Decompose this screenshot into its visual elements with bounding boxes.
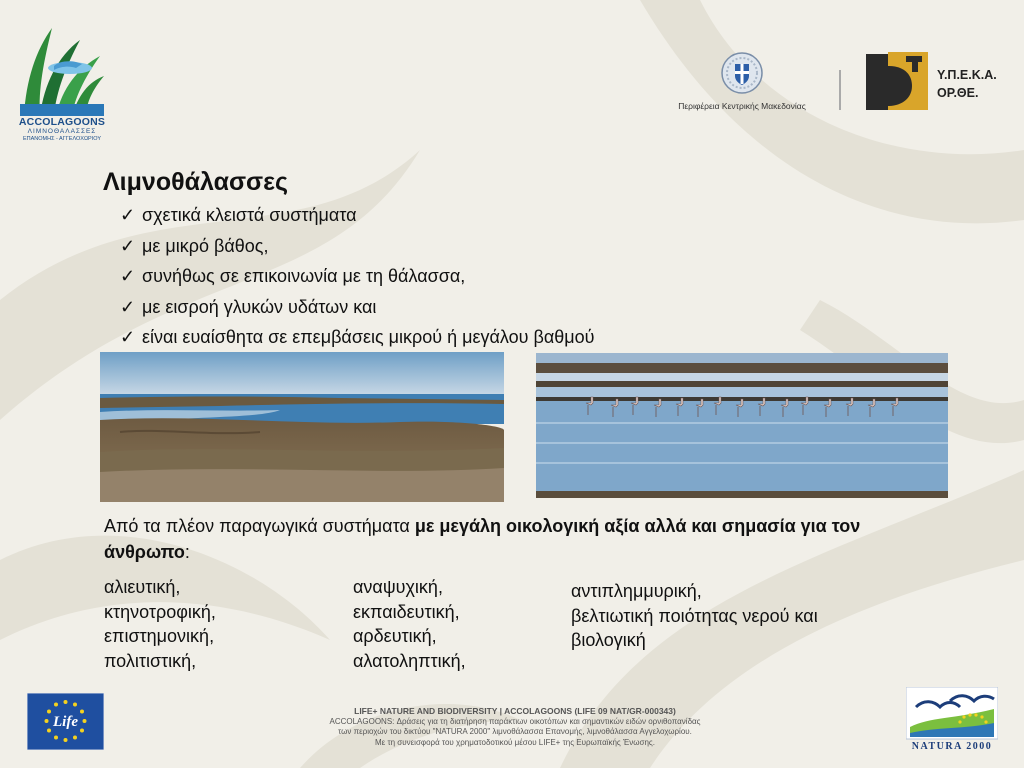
- list-item: αντιπλημμυρική,: [571, 581, 702, 601]
- check-icon: ✓: [120, 235, 136, 256]
- region-name: Περιφέρεια Κεντρικής Μακεδονίας: [678, 101, 806, 111]
- logo-subtitle: ΛΙΜΝΟΘΑΛΑΣΣΕΣ: [27, 128, 97, 135]
- check-icon: ✓: [120, 327, 136, 347]
- list-item: [120, 202, 595, 233]
- list-item: [120, 263, 595, 294]
- check-icon: ✓: [120, 205, 136, 225]
- list-item-text: με εισροή γλυκών υδάτων και: [142, 296, 377, 317]
- values-column-2: [353, 575, 466, 673]
- footer-text: [255, 706, 775, 748]
- values-column-3: [571, 579, 818, 653]
- summary-normal-text: Από τα πλέον παραγωγικά συστήματα: [104, 516, 415, 536]
- accolagoons-brand: ACCOLAGOONS: [18, 116, 106, 128]
- footer-line-2: ACCOLAGOONS: Δράσεις για τη διατήρηση παράκτιων οικοτόπων και σημαντικών ειδών ορνιθοπανίδας: [329, 716, 701, 726]
- eu-life-logo-text: Life: [53, 714, 78, 730]
- check-icon: ✓: [120, 296, 136, 317]
- list-item: αλιευτική,: [104, 577, 181, 597]
- ministry-line-1: Υ.Π.Ε.Κ.Α.: [937, 68, 997, 82]
- eu-life-logo-icon: [27, 693, 104, 750]
- list-item-text: με μικρό βάθος,: [142, 235, 269, 256]
- greek-emblem-icon: [721, 52, 763, 94]
- list-item: αλατοληπτική,: [353, 650, 466, 671]
- list-item-text: σχετικά κλειστά συστήματα: [142, 205, 357, 225]
- summary-bold-text: με μεγάλη οικολογική αξία αλλά και σημασία για τον άνθρωπο: [104, 516, 861, 562]
- list-item: επιστημονική,: [104, 626, 215, 646]
- slide-title: Λιμνοθάλασσες: [103, 168, 289, 196]
- list-item: βελτιωτική ποιότητας νερού και: [571, 605, 818, 626]
- list-item-text: είναι ευαίσθητα σε επεμβάσεις μικρού ή μεγάλου βαθμού: [142, 327, 595, 347]
- logo-subtitle-2: ΕΠΑΝΟΜΗΣ - ΑΓΓΕΛΟΧΩΡΙΟΥ: [22, 136, 102, 142]
- footer-line-4: Με τη συνεισφορά του χρηματοδοτικού μέσου LIFE+ της Ευρωπαϊκής Ένωσης.: [375, 737, 655, 747]
- ypeka-logo-icon: [866, 52, 928, 110]
- ministry-line-2: ΟΡ.ΘΕ.: [937, 86, 979, 100]
- check-icon: ✓: [120, 266, 136, 286]
- list-item: [120, 294, 595, 325]
- flamingo-photo: [536, 353, 948, 498]
- footer-line-3: των περιοχών του δικτύου "NATURA 2000" λιμνοθάλασσα Επανομής, λιμνοθάλασσα Αγγελοχωρίου.: [338, 727, 692, 736]
- feature-list: [120, 202, 595, 355]
- footer-line-1: LIFE+ NATURE AND BIODIVERSITY | ACCOLAGOONS (LIFE 09 NAT/GR-000343): [354, 706, 676, 716]
- list-item: κτηνοτροφική,: [104, 601, 216, 622]
- natura-2000-label: NATURA 2000: [911, 741, 993, 752]
- list-item: βιολογική: [571, 630, 646, 650]
- list-item: αρδευτική,: [353, 626, 437, 646]
- values-column-1: [104, 575, 216, 673]
- header-divider: [839, 70, 841, 110]
- accolagoons-logo: [18, 20, 106, 145]
- list-item-text: συνήθως σε επικοινωνία με τη θάλασσα,: [142, 266, 466, 286]
- list-item: [120, 233, 595, 264]
- summary-end-text: :: [184, 542, 190, 562]
- list-item: εκπαιδευτική,: [353, 601, 460, 622]
- list-item: αναψυχική,: [353, 577, 443, 597]
- ministry-name: [937, 66, 997, 102]
- lagoon-photo: [100, 352, 504, 502]
- list-item: πολιτιστική,: [104, 650, 197, 671]
- list-item: [120, 324, 595, 355]
- reeds-icon: [18, 20, 106, 116]
- summary-paragraph: [104, 513, 904, 565]
